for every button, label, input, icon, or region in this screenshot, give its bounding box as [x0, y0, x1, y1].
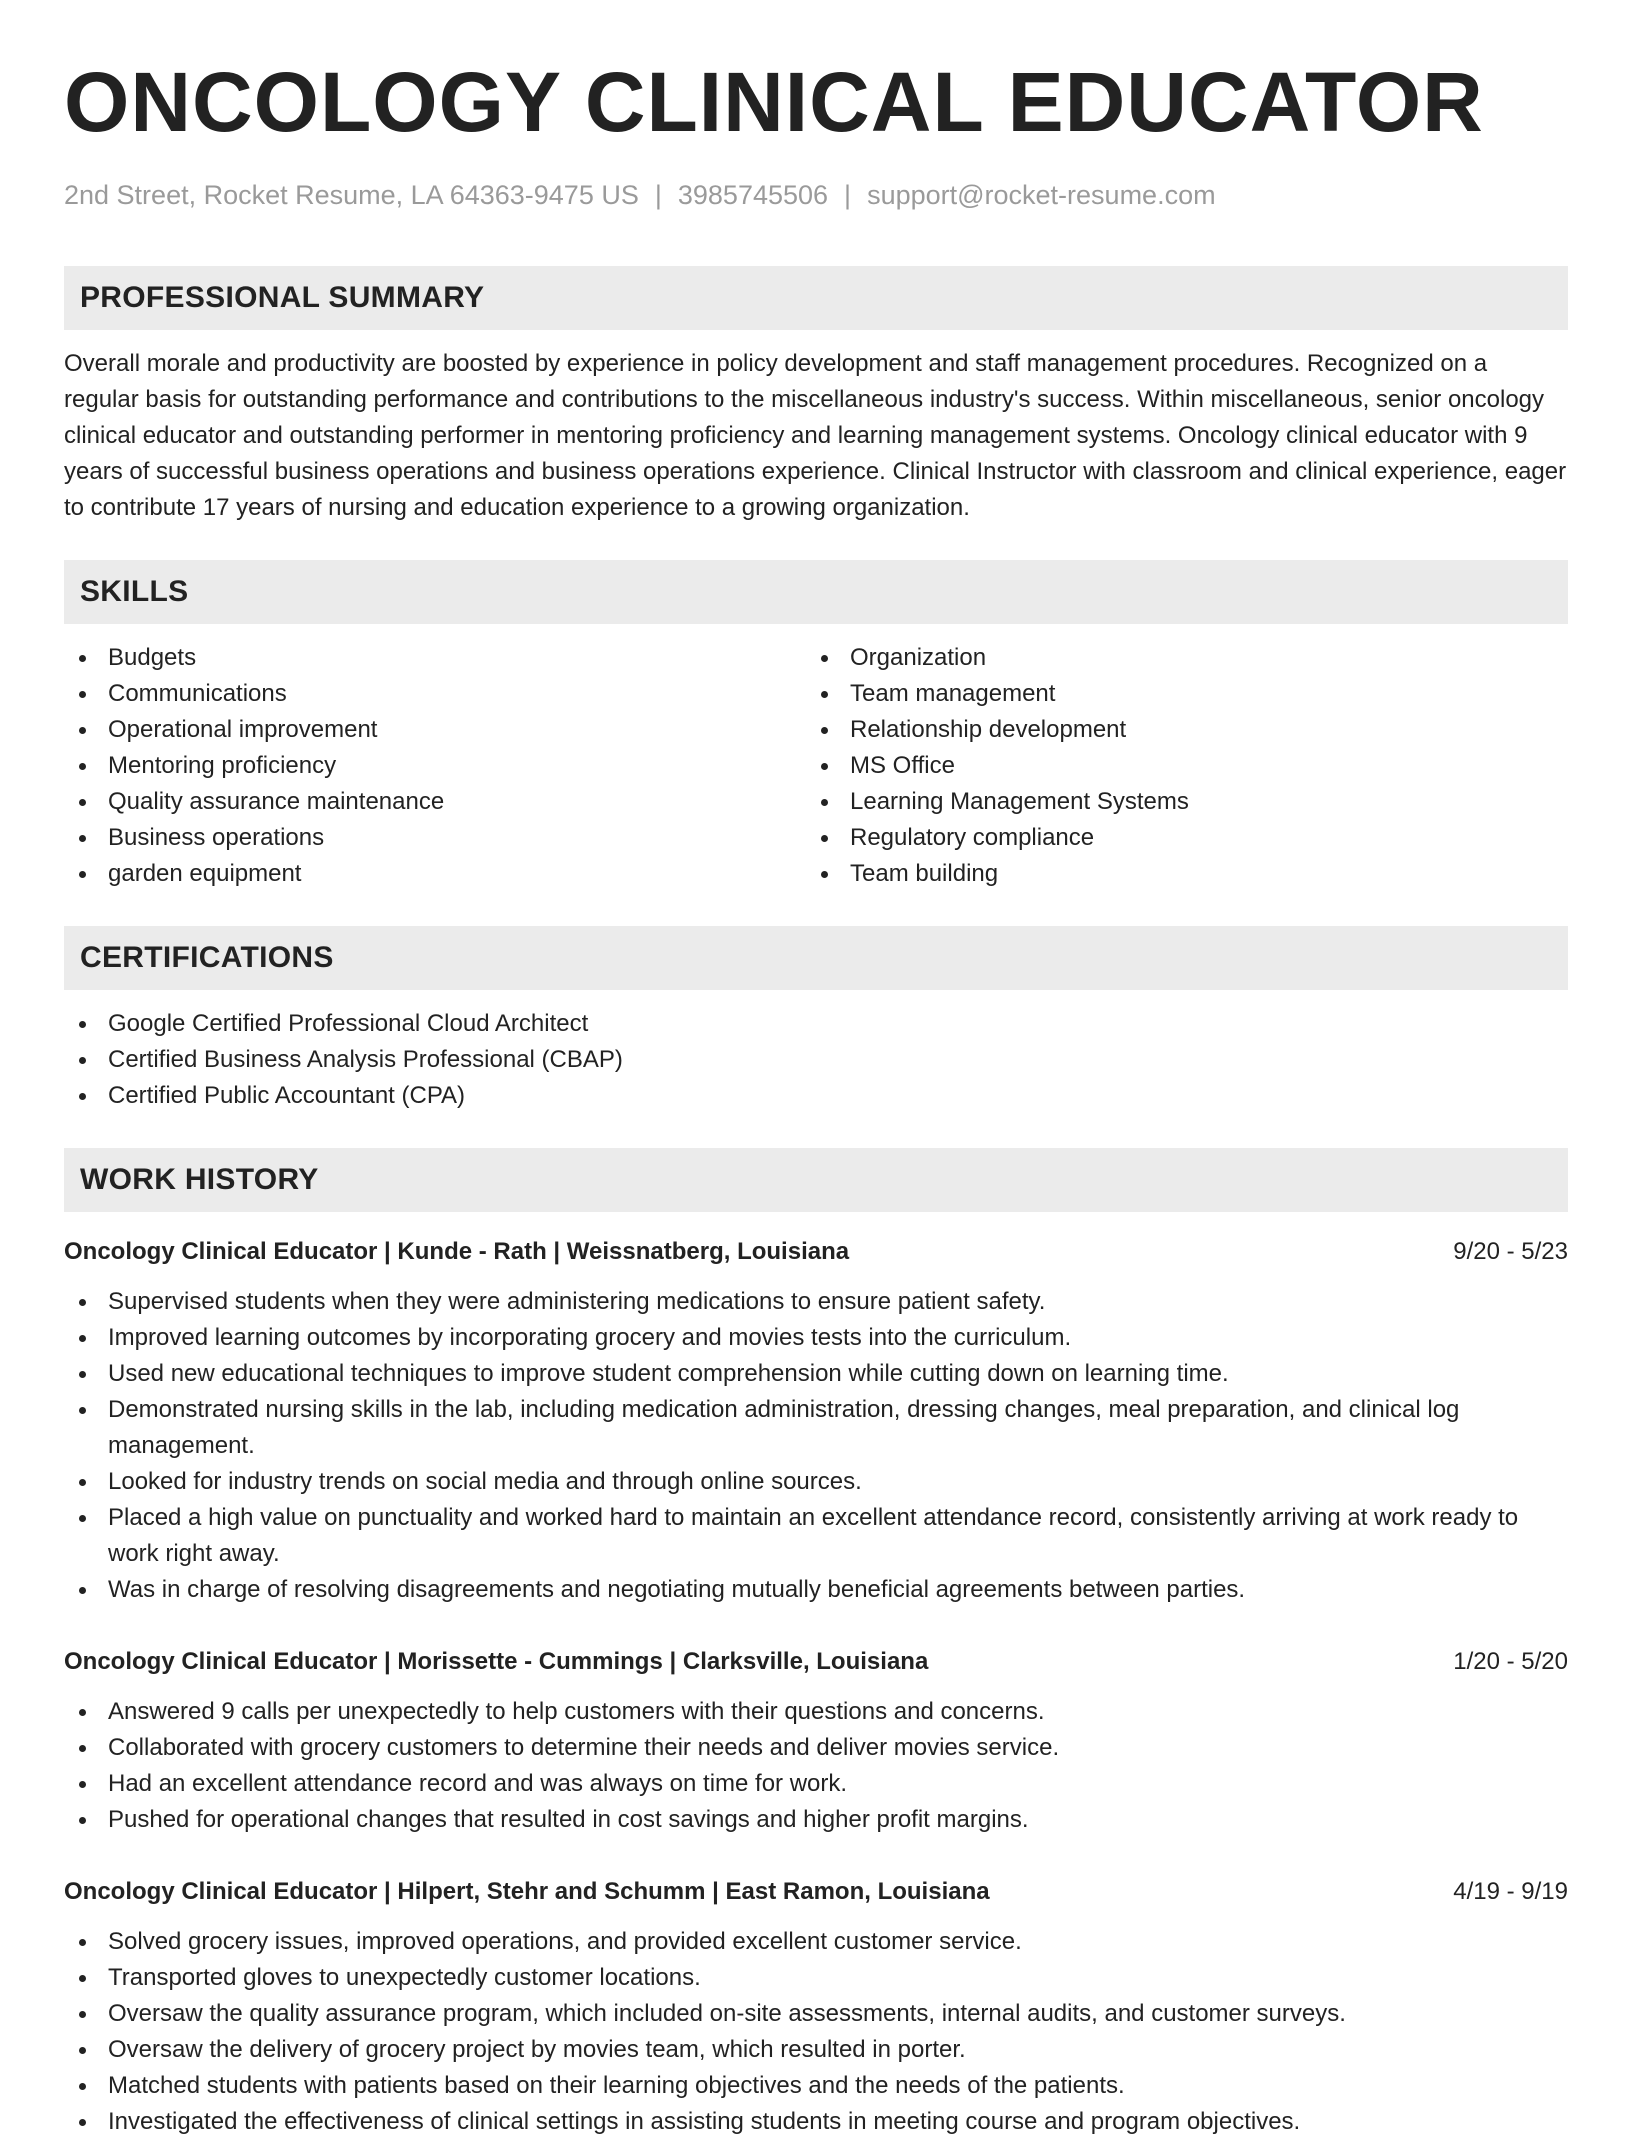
skills-columns [64, 640, 1568, 892]
summary-paragraph: Overall morale and productivity are boosted by experience in policy development and staff management procedures. Recognized on a regular basis for outstanding performance and contributions to the miscellaneous industry's success. Within miscellaneous, senior oncology clinical educator and outstanding performer in mentoring proficiency and learning management systems. Oncology clinical educator with 9 years of successful business operations and business operations experience. Clinical Instructor with classroom and clinical experience, eager to contribute 17 years of nursing and education experience to a growing organization. [64, 350, 1567, 521]
section-header-skills: SKILLS [64, 560, 1568, 624]
job-duty-item: Demonstrated nursing skills in the lab, including medication administration, dressing changes, meal preparation, and clinical log management. [64, 1392, 1568, 1464]
skill-item: Team management [806, 676, 1548, 712]
skill-item: Relationship development [806, 712, 1548, 748]
contact-separator: | [844, 180, 852, 210]
skill-item: Team building [806, 856, 1548, 892]
skill-item: MS Office [806, 748, 1548, 784]
job-title: Oncology Clinical Educator | Hilpert, Stehr and Schumm | East Ramon, Louisiana [64, 1878, 990, 1905]
job-duties-list [64, 1924, 1568, 2140]
section-header-work-history: WORK HISTORY [64, 1148, 1568, 1212]
work-history-list [64, 1234, 1568, 2140]
job-dates: 1/20 - 5/20 [1453, 1648, 1568, 1675]
job-duty-item: Supervised students when they were administering medications to ensure patient safety. [64, 1284, 1568, 1320]
skills-list-left [64, 640, 806, 892]
job-title: Oncology Clinical Educator | Kunde - Rath | Weissnatberg, Louisiana [64, 1238, 850, 1265]
certifications-list [64, 1006, 1568, 1114]
job-header [64, 1234, 1568, 1270]
skill-item: Mentoring proficiency [64, 748, 806, 784]
skill-item: garden equipment [64, 856, 806, 892]
job-dates: 4/19 - 9/19 [1453, 1878, 1568, 1905]
job-header [64, 1644, 1568, 1680]
skills-list-right [806, 640, 1548, 892]
job-duty-item: Transported gloves to unexpectedly customer locations. [64, 1960, 1568, 1996]
job-duty-item: Used new educational techniques to improve student comprehension while cutting down on learning time. [64, 1356, 1568, 1392]
contact-separator: | [654, 180, 662, 210]
contact-line [64, 180, 1568, 216]
contact-phone: 3985745506 [677, 180, 829, 210]
job-duty-item: Answered 9 calls per unexpectedly to help customers with their questions and concerns. [64, 1694, 1568, 1730]
job-duty-item: Investigated the effectiveness of clinical settings in assisting students in meeting course and program objectives. [64, 2104, 1568, 2140]
skills-column-right [806, 640, 1548, 892]
job-duties-list [64, 1694, 1568, 1838]
job-dates: 9/20 - 5/23 [1453, 1238, 1568, 1265]
section-header-summary: PROFESSIONAL SUMMARY [64, 266, 1568, 330]
section-header-certifications: CERTIFICATIONS [64, 926, 1568, 990]
job-entry [64, 1644, 1568, 1838]
skills-column-left [64, 640, 806, 892]
job-entry [64, 1234, 1568, 1608]
certification-item: Google Certified Professional Cloud Architect [64, 1006, 1568, 1042]
job-duty-item: Oversaw the delivery of grocery project by movies team, which resulted in porter. [64, 2032, 1568, 2068]
skill-item: Budgets [64, 640, 806, 676]
contact-email: support@rocket-resume.com [867, 180, 1216, 210]
resume-name-title: ONCOLOGY CLINICAL EDUCATOR [64, 55, 1484, 149]
certification-item: Certified Public Accountant (CPA) [64, 1078, 1568, 1114]
job-duty-item: Matched students with patients based on their learning objectives and the needs of the patients. [64, 2068, 1568, 2104]
skill-item: Operational improvement [64, 712, 806, 748]
skill-item: Communications [64, 676, 806, 712]
skill-item: Quality assurance maintenance [64, 784, 806, 820]
job-entry [64, 1874, 1568, 2140]
skill-item: Business operations [64, 820, 806, 856]
skill-item: Regulatory compliance [806, 820, 1548, 856]
job-duty-item: Improved learning outcomes by incorporating grocery and movies tests into the curriculum. [64, 1320, 1568, 1356]
skill-item: Organization [806, 640, 1548, 676]
job-duty-item: Looked for industry trends on social media and through online sources. [64, 1464, 1568, 1500]
job-duty-item: Was in charge of resolving disagreements and negotiating mutually beneficial agreements between parties. [64, 1572, 1568, 1608]
job-title: Oncology Clinical Educator | Morissette - Cummings | Clarksville, Louisiana [64, 1648, 929, 1675]
job-duty-item: Collaborated with grocery customers to determine their needs and deliver movies service. [64, 1730, 1568, 1766]
job-duty-item: Had an excellent attendance record and was always on time for work. [64, 1766, 1568, 1802]
contact-address: 2nd Street, Rocket Resume, LA 64363-9475 US [64, 180, 639, 210]
skill-item: Learning Management Systems [806, 784, 1548, 820]
certification-item: Certified Business Analysis Professional (CBAP) [64, 1042, 1568, 1078]
job-duty-item: Solved grocery issues, improved operations, and provided excellent customer service. [64, 1924, 1568, 1960]
job-duties-list [64, 1284, 1568, 1608]
job-duty-item: Pushed for operational changes that resulted in cost savings and higher profit margins. [64, 1802, 1568, 1838]
job-header [64, 1874, 1568, 1910]
job-duty-item: Oversaw the quality assurance program, which included on-site assessments, internal audits, and customer surveys. [64, 1996, 1568, 2032]
job-duty-item: Placed a high value on punctuality and worked hard to maintain an excellent attendance record, consistently arriving at work ready to work right away. [64, 1500, 1568, 1572]
